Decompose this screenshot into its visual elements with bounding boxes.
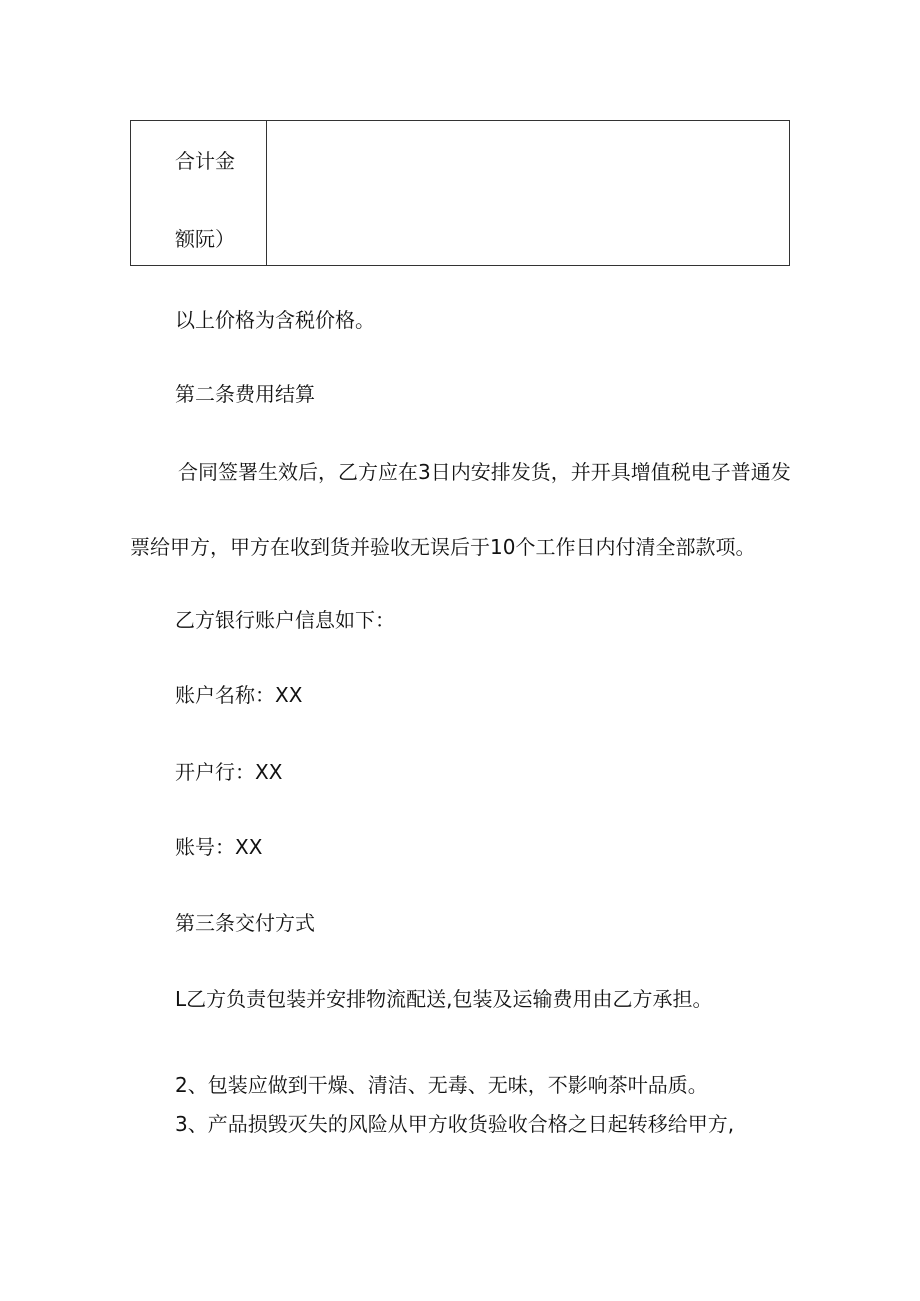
tax-included-note: 以上价格为含税价格。 bbox=[175, 308, 375, 332]
account-number: 账号：XX bbox=[175, 835, 263, 859]
delivery-item-1: L乙方负责包装并安排物流配送,包装及运输费用由乙方承担。 bbox=[175, 987, 713, 1011]
delivery-item-3: 3、产品损毁灭失的风险从甲方收货验收合格之日起转移给甲方, bbox=[175, 1112, 735, 1136]
article-2-heading: 第二条费用结算 bbox=[175, 382, 315, 406]
total-amount-table bbox=[130, 120, 790, 266]
opening-bank: 开户行：XX bbox=[175, 760, 283, 784]
settlement-paragraph-line1: 合同签署生效后，乙方应在3日内安排发货，并开具增值税电子普通发 bbox=[178, 460, 791, 484]
total-amount-label-line2: 额阮） bbox=[175, 227, 235, 251]
account-name: 账户名称：XX bbox=[175, 683, 303, 707]
total-amount-value-cell bbox=[267, 121, 789, 265]
delivery-item-2: 2、包装应做到干燥、清洁、无毒、无味，不影响茶叶品质。 bbox=[175, 1073, 708, 1097]
bank-info-intro: 乙方银行账户信息如下： bbox=[175, 608, 395, 632]
article-3-heading: 第三条交付方式 bbox=[175, 911, 315, 935]
total-amount-label-cell bbox=[131, 121, 267, 265]
settlement-paragraph-line2: 票给甲方，甲方在收到货并验收无误后于10个工作日内付清全部款项。 bbox=[130, 535, 756, 559]
total-amount-label-line1: 合计金 bbox=[175, 149, 235, 173]
